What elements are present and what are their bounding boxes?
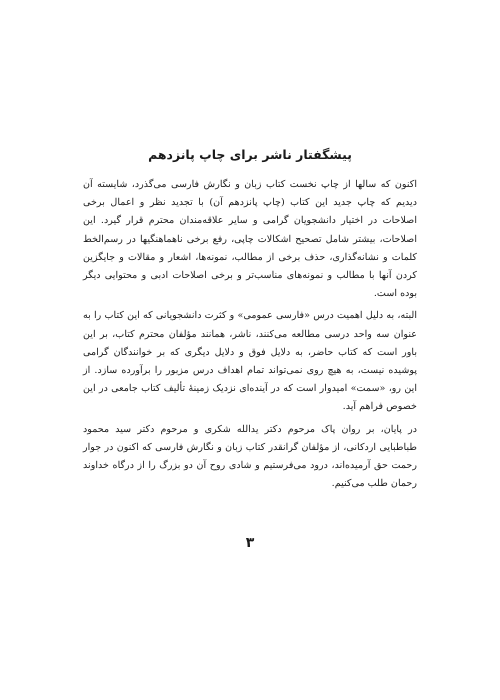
preface-body	[83, 176, 417, 497]
preface-title: پیشگفتار ناشر برای چاپ پانزدهم	[148, 147, 352, 162]
page-number: ۳	[245, 535, 255, 551]
paragraph-3: در پایان، بر روان پاک مرحوم دکتر یدالله شکری و مرحوم دکتر سید محمود طباطبایی اردکانی، از مؤلفان گرانقدر کتاب زبان و نگارش فارسی که اکنون در جوار رحمت حق آرمیده‌اند، درود می‌فرستیم و شادی روح آن دو بزرگ را از درگاه خداوند رحمان طلب می‌کنیم.	[83, 423, 417, 490]
paragraph-2: البته، به دلیل اهمیت درس «فارسی عمومی» و کثرت دانشجویانی که این کتاب را به عنوان سه واحد درسی مطالعه می‌کنند، ناشر، همانند مؤلفان محترم کتاب، بر این باور است که کتاب حاضر، به دلایل فوق و دلایل دیگری که بر خوانندگان گرامی پوشیده نیست، به هیچ روی نمی‌تواند تمام اهداف درس مزبور را برآورده سازد. از این رو، «سمت» امیدوار است که در آینده‌ای نزدیک زمینهٔ تألیف کتاب جامعی در این خصوص فراهم آید.	[83, 310, 417, 413]
paragraph-1: اکنون که سالها از چاپ نخست کتاب زبان و نگارش فارسی می‌گذرد، شایسته آن دیدیم که چاپ جدید این کتاب (چاپ پانزدهم آن) با تجدید نظر و اعمال برخی اصلاحات در اختیار دانشجویان گرامی و سایر علاقه‌مندان محترم قرار گیرد. این اصلاحات، بیشتر شامل تصحیح اشکالات چاپی، رفع برخی ناهماهنگیها در رسم‌الخط کلمات و نشانه‌گذاری، حذف برخی از مطالب، نمونه‌ها، اشعار و مقالات و جایگزین کردن آنها با مطالب و نمونه‌های مناسب‌تر و برخی اصلاحات ادبی و محتوایی دیگر بوده است.	[83, 179, 417, 300]
